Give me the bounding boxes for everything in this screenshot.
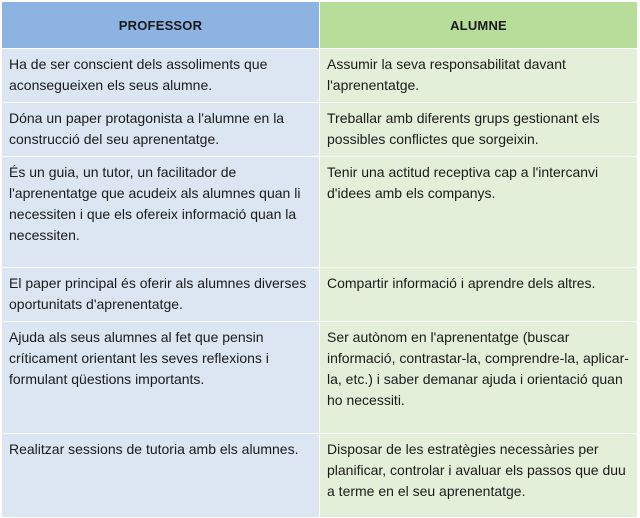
alumne-cell: Compartir informació i aprendre dels altres.	[320, 268, 638, 322]
table-row	[2, 49, 638, 103]
table-row	[2, 322, 638, 434]
professor-cell: És un guia, un tutor, un facilitador de l'aprenentatge que acudeix als alumnes quan li necessiten i que els ofereix informació quan la necessiten.	[2, 157, 320, 268]
professor-cell: Realitzar sessions de tutoria amb els alumnes.	[2, 434, 320, 518]
header-row	[2, 2, 638, 49]
professor-cell: El paper principal és oferir als alumnes diverses oportunitats d'aprenentatge.	[2, 268, 320, 322]
professor-cell: Ajuda als seus alumnes al fet que pensin críticament orientant les seves reflexions i formulant qüestions importants.	[2, 322, 320, 434]
header-professor: PROFESSOR	[2, 2, 320, 49]
table-row	[2, 434, 638, 518]
professor-cell: Ha de ser conscient dels assoliments que aconsegueixen els seus alumne.	[2, 49, 320, 103]
table-row	[2, 157, 638, 268]
alumne-cell: Ser autònom en l'aprenentatge (buscar informació, contrastar-la, comprendre-la, aplicar-la, etc.) i saber demanar ajuda i orientació quan ho necessiti.	[320, 322, 638, 434]
alumne-cell: Tenir una actitud receptiva cap a l'intercanvi d'idees amb els companys.	[320, 157, 638, 268]
roles-comparison-table	[1, 1, 638, 518]
table-row	[2, 103, 638, 157]
alumne-cell: Assumir la seva responsabilitat davant l'aprenentatge.	[320, 49, 638, 103]
professor-cell: Dóna un paper protagonista a l'alumne en la construcció del seu aprenentatge.	[2, 103, 320, 157]
header-alumne: ALUMNE	[320, 2, 638, 49]
table-row	[2, 268, 638, 322]
alumne-cell: Disposar de les estratègies necessàries per planificar, controlar i avaluar els passos que duu a terme en el seu aprenentatge.	[320, 434, 638, 518]
alumne-cell: Treballar amb diferents grups gestionant els possibles conflictes que sorgeixin.	[320, 103, 638, 157]
